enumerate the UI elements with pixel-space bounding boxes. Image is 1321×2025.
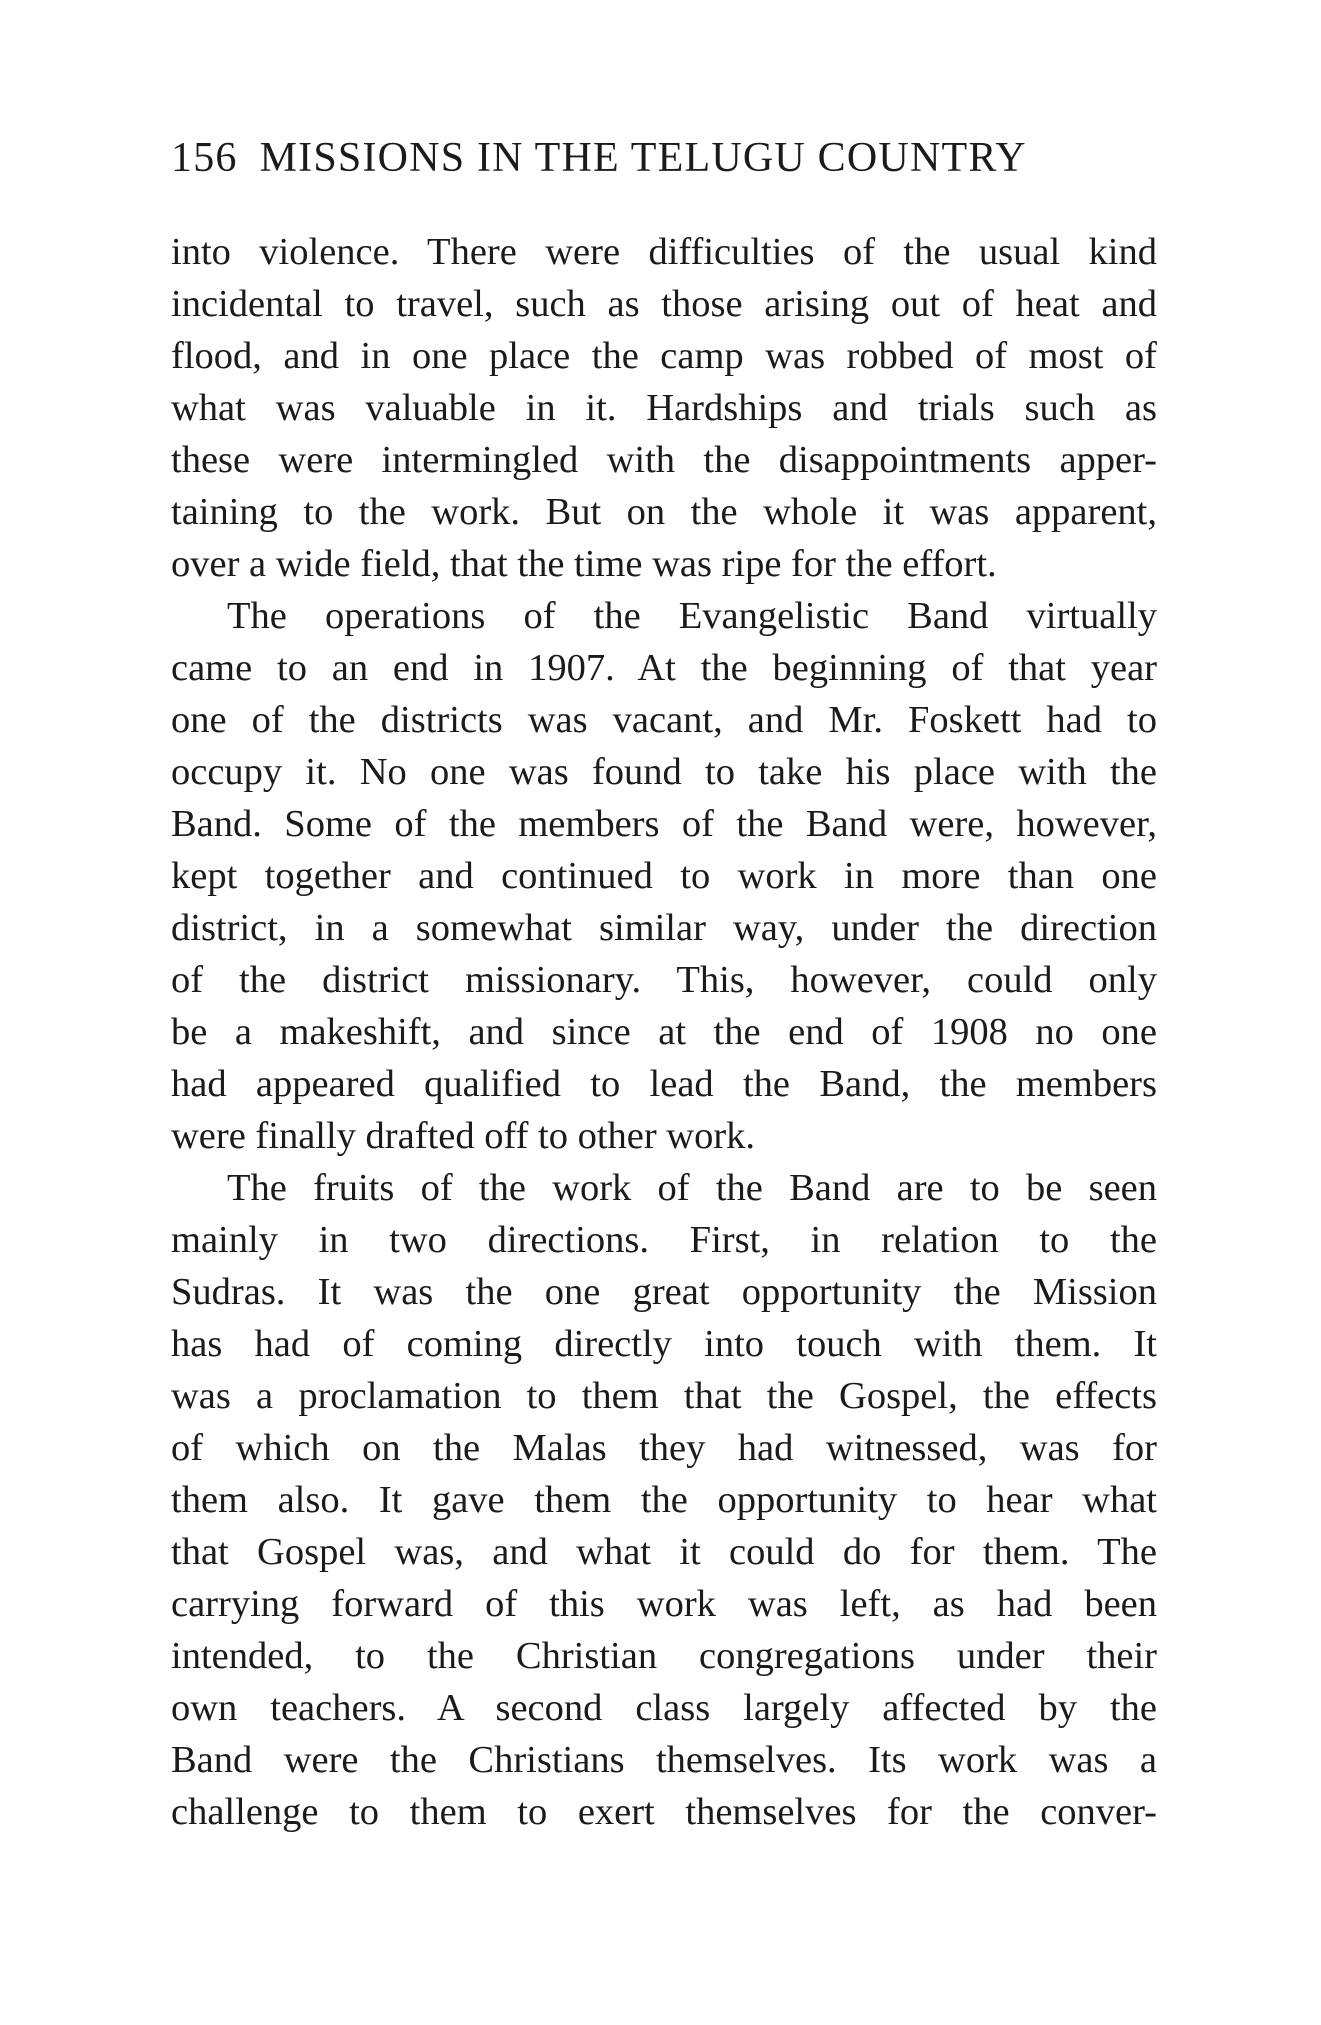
text-line: Sudras. It was the one great opportunity the Mission [171,1271,1157,1313]
text-line: kept together and continued to work in more than one [171,855,1157,897]
text-line: own teachers. A second class largely affected by the [171,1687,1157,1729]
text-line: were finally drafted off to other work. [171,1115,756,1157]
text-line: what was valuable in it. Hardships and trials such as [171,387,1157,429]
text-line: had appeared qualified to lead the Band, the members [171,1063,1157,1105]
text-line: was a proclamation to them that the Gospel, the effects [171,1375,1157,1417]
text-line: Band were the Christians themselves. Its work was a [171,1739,1157,1781]
text-line: has had of coming directly into touch with them. It [171,1323,1157,1365]
text-line: that Gospel was, and what it could do for them. The [171,1531,1157,1573]
running-head [171,134,1161,184]
text-line: of which on the Malas they had witnessed, was for [171,1427,1157,1469]
text-line: district, in a somewhat similar way, under the direction [171,907,1157,949]
text-line: these were intermingled with the disappointments apper- [171,439,1157,481]
page-number: 156 [171,135,238,181]
text-line: incidental to travel, such as those arising out of heat and [171,283,1157,325]
text-line: The fruits of the work of the Band are to be seen [227,1167,1157,1209]
text-line: carrying forward of this work was left, as had been [171,1583,1157,1625]
text-line: one of the districts was vacant, and Mr. Foskett had to [171,699,1157,741]
text-line: mainly in two directions. First, in relation to the [171,1219,1157,1261]
body-text [171,226,1157,1838]
text-line: into violence. There were difficulties of the usual kind [171,231,1157,273]
text-line: challenge to them to exert themselves for the conver- [171,1791,1157,1833]
text-line: of the district missionary. This, however, could only [171,959,1157,1001]
text-line: them also. It gave them the opportunity to hear what [171,1479,1157,1521]
text-line: intended, to the Christian congregations under their [171,1635,1157,1677]
text-line: Band. Some of the members of the Band were, however, [171,803,1157,845]
running-title: MISSIONS IN THE TELUGU COUNTRY [259,135,1027,181]
text-line: The operations of the Evangelistic Band virtually [227,595,1157,637]
text-line: taining to the work. But on the whole it was apparent, [171,491,1157,533]
text-line: came to an end in 1907. At the beginning of that year [171,647,1157,689]
text-line: flood, and in one place the camp was robbed of most of [171,335,1157,377]
text-line: over a wide field, that the time was ripe for the effort. [171,543,997,585]
text-line: occupy it. No one was found to take his place with the [171,751,1157,793]
text-line: be a makeshift, and since at the end of 1908 no one [171,1011,1157,1053]
